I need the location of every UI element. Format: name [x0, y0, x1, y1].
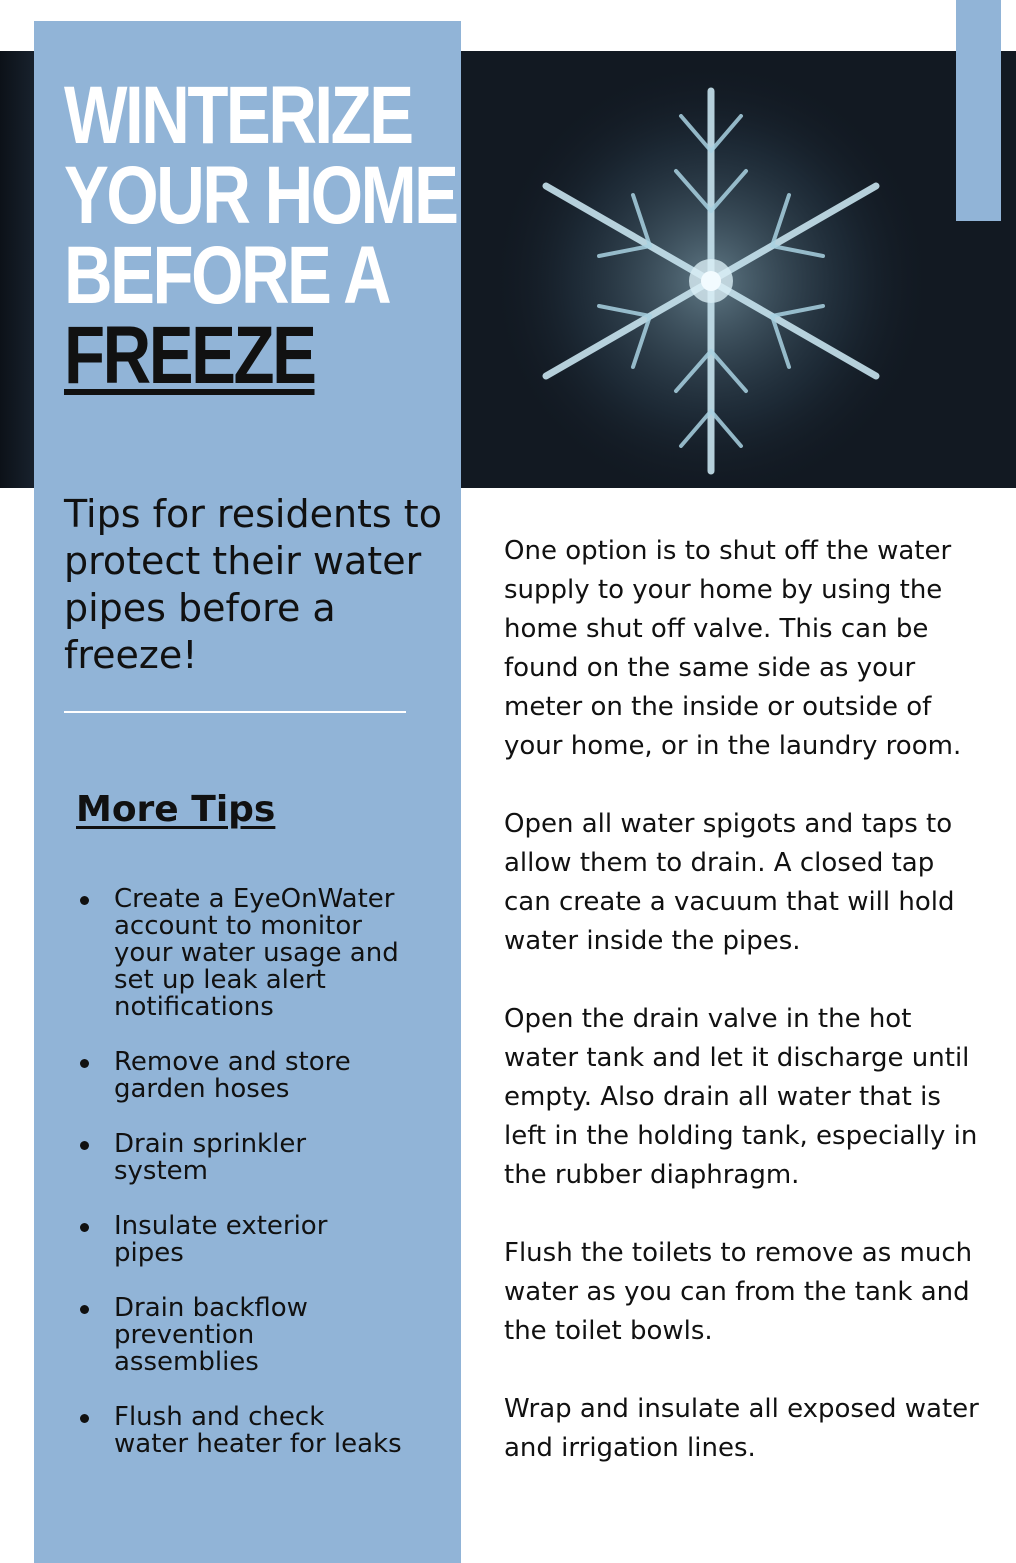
title-line-3: BEFORE A — [64, 230, 390, 321]
list-item — [74, 1049, 404, 1103]
bullet-icon — [80, 1059, 89, 1068]
bullet-icon — [80, 1223, 89, 1232]
snowflake-image — [461, 51, 1016, 488]
tip-text: Drain backflow prevention assemblies — [114, 1293, 308, 1377]
divider — [64, 711, 406, 713]
bullet-icon — [80, 1414, 89, 1423]
tips-list — [74, 886, 404, 1458]
tip-text: Create a EyeOnWater account to monitor your water usage and set up leak alert notifications — [114, 884, 399, 1022]
sidebar-panel — [34, 21, 461, 1563]
tip-text: Insulate exterior pipes — [114, 1211, 328, 1268]
bullet-icon — [80, 896, 89, 905]
title-line-1: WINTERIZE — [64, 70, 412, 161]
tip-text: Remove and store garden hoses — [114, 1047, 351, 1104]
subtitle: Tips for residents to protect their water pipes before a freeze! — [64, 492, 442, 677]
tip-text: Flush and check water heater for leaks — [114, 1402, 402, 1459]
title-emphasis: FREEZE — [64, 310, 315, 401]
tip-text: Drain sprinkler system — [114, 1129, 307, 1186]
title-line-2: YOUR HOME — [64, 150, 457, 241]
main-content — [504, 532, 984, 1507]
paragraph-shutoff: One option is to shut off the water supply to your home by using the home shut off valve. This can be found on the same side as your meter on the inside or outside of your home, or in the laundry room. — [504, 536, 962, 761]
list-item — [74, 1131, 404, 1185]
bullet-icon — [80, 1305, 89, 1314]
paragraph-drain-valve: Open the drain valve in the hot water tank and let it discharge until empty. Also drain all water that is left in the holding tank, especially in the rubber diaphragm. — [504, 1004, 978, 1190]
paragraph-toilets: Flush the toilets to remove as much water as you can from the tank and the toilet bowls. — [504, 1238, 973, 1346]
list-item — [74, 1295, 404, 1376]
paragraph-insulate: Wrap and insulate all exposed water and irrigation lines. — [504, 1394, 979, 1463]
page-title — [64, 70, 457, 401]
paragraph-spigots: Open all water spigots and taps to allow them to drain. A closed tap can create a vacuum that will hold water inside the pipes. — [504, 809, 955, 956]
accent-bar — [956, 0, 1001, 221]
list-item — [74, 1213, 404, 1267]
list-item — [74, 1404, 404, 1458]
bullet-icon — [80, 1141, 89, 1150]
list-item — [74, 886, 404, 1021]
tips-heading: More Tips — [76, 789, 276, 830]
